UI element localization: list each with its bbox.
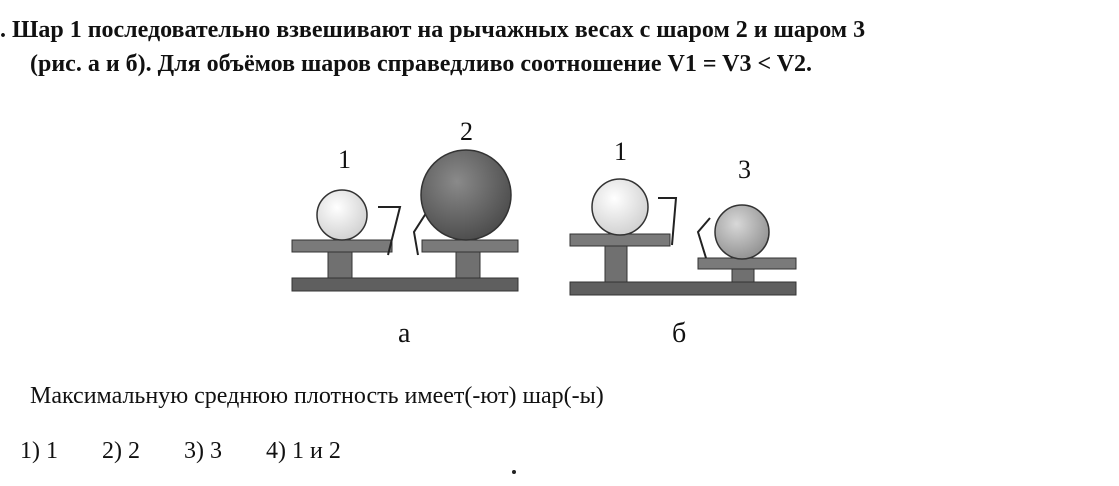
panel-b — [570, 137, 796, 349]
panel-b-label: б — [672, 318, 687, 349]
lever-scales-figure — [280, 110, 820, 360]
answer-options — [20, 437, 379, 465]
problem-text-line-1: . Шар 1 последовательно взвешивают на рычажных весах с шаром 2 и шаром 3 — [0, 17, 866, 43]
panel-a-label: а — [398, 318, 411, 349]
answer-option-4[interactable]: 4) 1 и 2 — [266, 438, 341, 464]
panel-b-left-post — [605, 242, 627, 282]
panel-a-right-pan — [422, 240, 518, 252]
panel-a — [292, 117, 518, 349]
panel-a-ball-1-label: 1 — [338, 145, 351, 174]
stray-dot — [512, 470, 516, 474]
panel-a-right-post — [456, 250, 480, 278]
problem-text-line-2: (рис. а и б). Для объёмов шаров справедливо соотношение V1 = V3 < V2. — [30, 51, 813, 77]
panel-b-ball-1-label: 1 — [614, 137, 627, 166]
panel-b-right-post — [732, 268, 754, 282]
answer-option-1[interactable]: 1) 1 — [20, 438, 58, 464]
answer-option-2[interactable]: 2) 2 — [102, 438, 140, 464]
panel-a-ball-2 — [421, 150, 511, 240]
panel-a-base — [292, 278, 518, 291]
answer-option-3[interactable]: 3) 3 — [184, 438, 222, 464]
panel-a-ball-1 — [317, 190, 367, 240]
question-text: Максимальную среднюю плотность имеет(-ют) шар(-ы) — [30, 383, 604, 409]
panel-b-left-pan — [570, 234, 670, 246]
panel-b-base — [570, 282, 796, 295]
panel-a-ball-2-label: 2 — [460, 117, 473, 146]
panel-b-ball-3-label: 3 — [738, 155, 751, 184]
panel-a-left-post — [328, 250, 352, 278]
panel-b-ball-3 — [715, 205, 769, 259]
panel-b-pointer-right — [698, 218, 710, 258]
panel-b-right-pan — [698, 258, 796, 269]
panel-a-left-pan — [292, 240, 392, 252]
panel-b-ball-1 — [592, 179, 648, 235]
